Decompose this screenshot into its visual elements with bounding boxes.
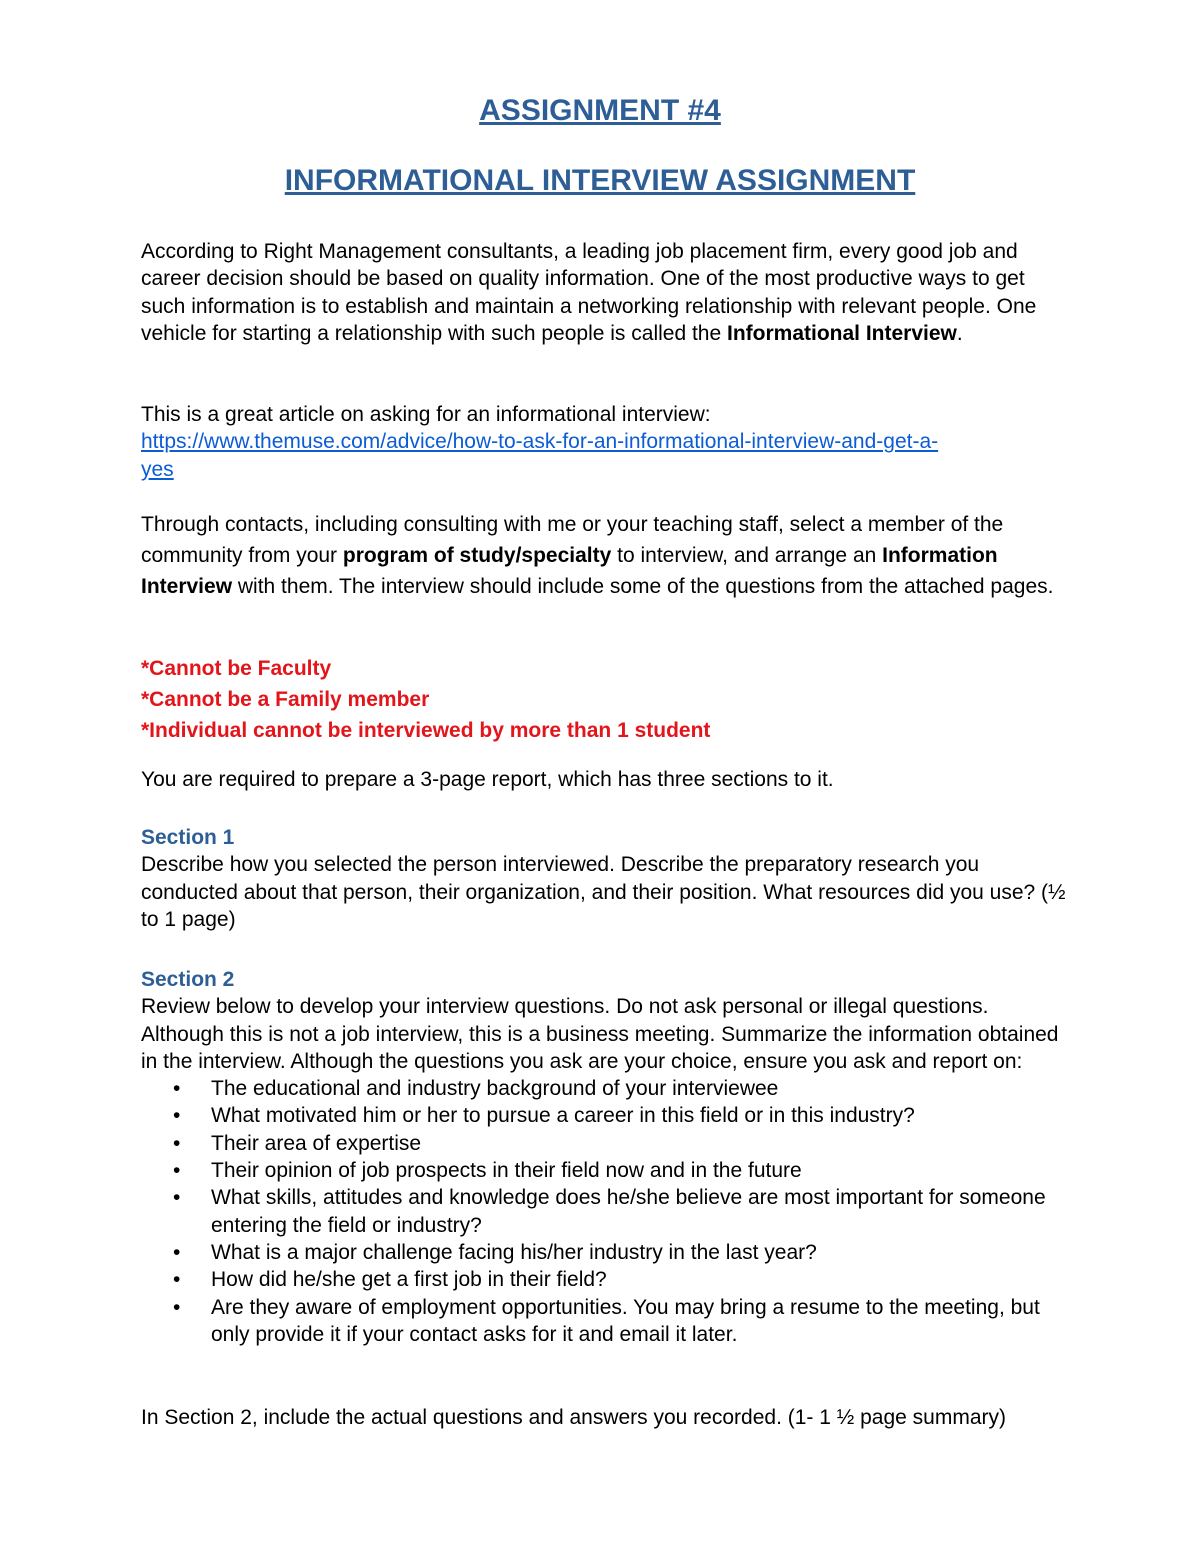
bullet-icon: • (173, 1186, 181, 1210)
contacts-bold-interview: Information Interview (141, 544, 998, 598)
section-1-body: Describe how you selected the person interviewed. Describe the preparatory research you conducted about that person, their organization, and their position. What resources did you use? (½ to 1 page) (141, 853, 1066, 931)
intro-text: According to Right Management consultants, a leading job placement firm, every good job and career decision should be based on quality information. One of the most productive ways to get such information is to establish and maintain a networking relationship with relevant people. One vehicle for starting a relationship with such people is called the (141, 240, 1037, 345)
list-item (141, 1294, 1071, 1349)
list-item (141, 1130, 1071, 1157)
article-link[interactable] (141, 430, 938, 480)
list-item-text: Their area of expertise (211, 1131, 422, 1155)
bullet-icon: • (173, 1131, 181, 1155)
assignment-subtitle: INFORMATIONAL INTERVIEW ASSIGNMENT (284, 164, 916, 197)
assignment-title: ASSIGNMENT #4 (479, 94, 721, 127)
contacts-text-2: to interview, and arrange an (611, 544, 883, 567)
list-item (141, 1239, 1071, 1266)
list-item-text: What skills, attitudes and knowledge does he/she believe are most important for someone entering the field or industry? (211, 1186, 1046, 1237)
section-1-heading: Section 1 (141, 826, 235, 849)
bullet-icon: • (173, 1159, 181, 1183)
list-item (141, 1157, 1071, 1184)
section-1 (141, 824, 1071, 933)
list-item-text: What is a major challenge facing his/her industry in the last year? (211, 1240, 817, 1264)
list-item-text: The educational and industry background of your interviewee (211, 1077, 779, 1101)
bullet-icon: • (173, 1240, 181, 1264)
list-item (141, 1075, 1071, 1102)
list-item-text: Their opinion of job prospects in their field now and in the future (211, 1159, 802, 1183)
article-link-line-1: https://www.themuse.com/advice/how-to-ask-for-an-informational-interview-and-get-a- (141, 430, 939, 454)
list-item-text: What motivated him or her to pursue a career in this field or in this industry? (211, 1104, 915, 1128)
section-2-body: Review below to develop your interview questions. Do not ask personal or illegal questions. Although this is not a job interview, this is a business meeting. Summarize the information obtained in the interview. Although the questions you ask are your choice, ensure you ask and report on: (141, 995, 1059, 1073)
intro-paragraph (141, 238, 1071, 347)
article-link-line-2: yes (141, 457, 174, 481)
bullet-icon: • (173, 1077, 181, 1101)
section-2-heading: Section 2 (141, 968, 235, 991)
warning-item: *Cannot be Faculty (141, 657, 332, 680)
required-paragraph (141, 766, 1071, 793)
contacts-text-1: Through contacts, including consulting with me or your teaching staff, select a member of the community from your (141, 513, 1004, 567)
required-text: You are required to prepare a 3-page report, which has three sections to it. (141, 768, 834, 791)
list-item (141, 1184, 1071, 1239)
list-item-text: How did he/she get a first job in their field? (211, 1268, 607, 1292)
list-item (141, 1102, 1071, 1129)
warning-list (141, 653, 1071, 746)
section-2-bullet-list (141, 1075, 1071, 1348)
contacts-text-3: with them. The interview should include some of the questions from the attached pages. (232, 575, 1054, 598)
closing-text: In Section 2, include the actual questions and answers you recorded. (1- 1 ½ page summary) (141, 1406, 1006, 1429)
warning-item: *Individual cannot be interviewed by more than 1 student (141, 719, 711, 742)
intro-end: . (956, 321, 963, 345)
article-paragraph (141, 401, 1071, 483)
list-item (141, 1266, 1071, 1293)
article-text: This is a great article on asking for an informational interview: (141, 403, 711, 426)
bullet-icon: • (173, 1104, 181, 1128)
list-item-text: Are they aware of employment opportunities. You may bring a resume to the meeting, but only provide it if your contact asks for it and email it later. (211, 1295, 1040, 1346)
contacts-bold-program: program of study/specialty (342, 544, 612, 567)
bullet-icon: • (173, 1268, 181, 1292)
warning-item: *Cannot be a Family member (141, 688, 430, 711)
closing-paragraph (141, 1404, 1071, 1431)
section-2 (141, 966, 1071, 1348)
contacts-paragraph (141, 509, 1071, 602)
bullet-icon: • (173, 1295, 181, 1319)
intro-bold-term: Informational Interview (727, 321, 957, 345)
